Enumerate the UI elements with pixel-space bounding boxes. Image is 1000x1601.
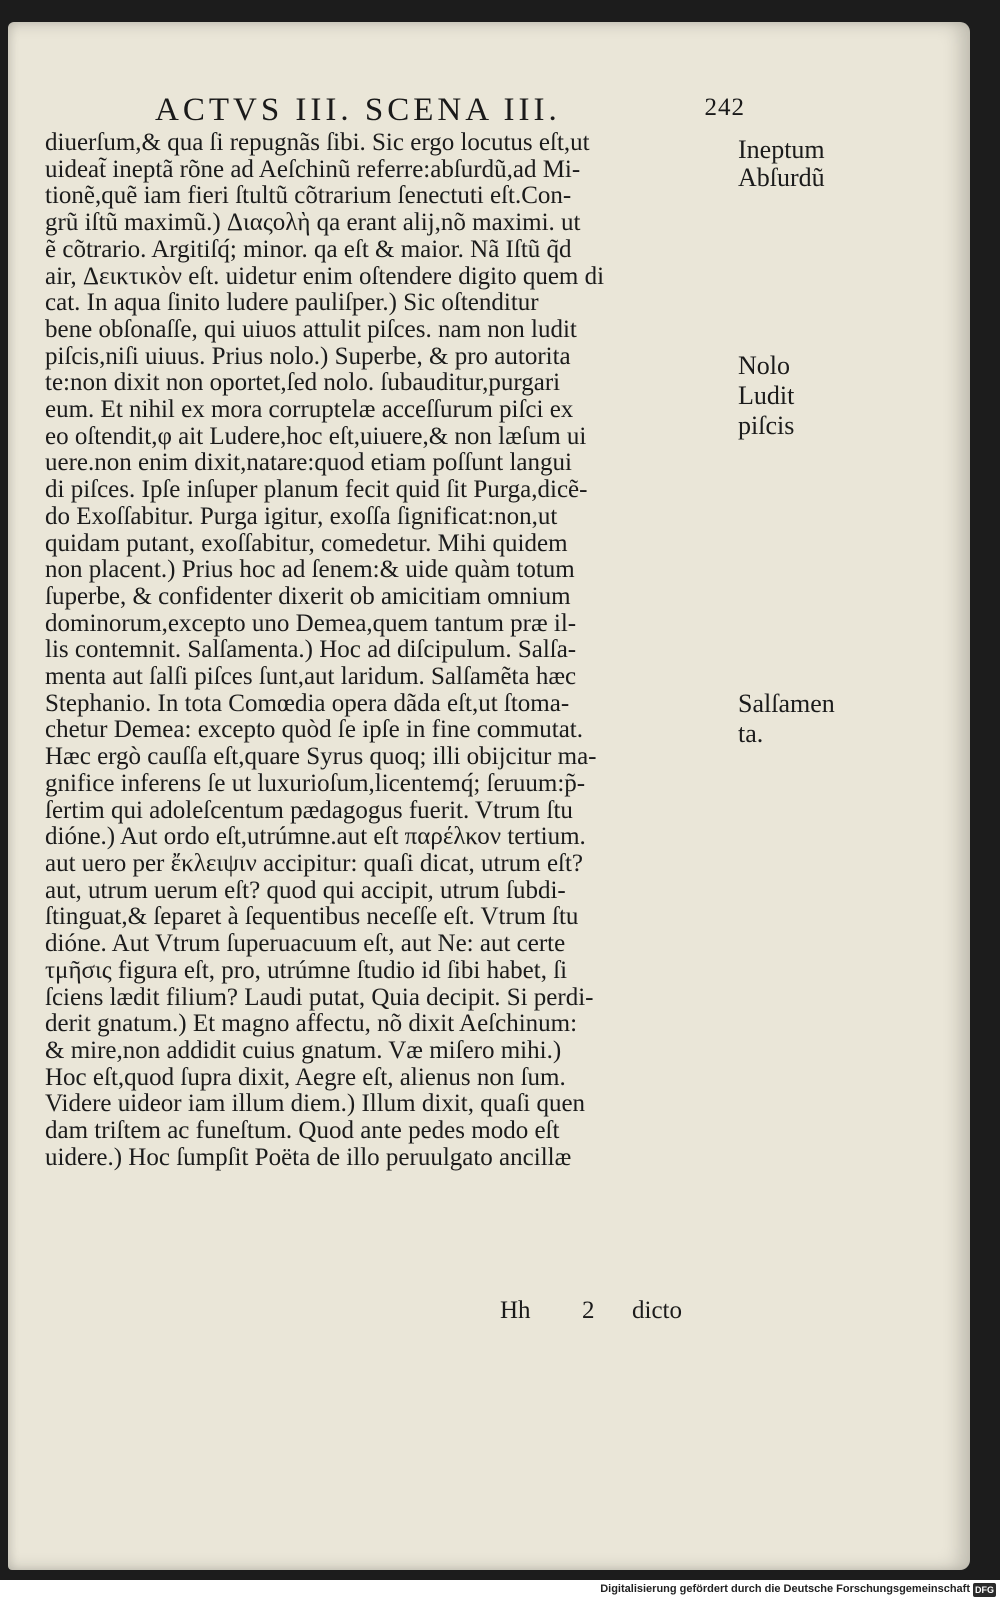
marginal-note: Abſurdũ bbox=[738, 163, 825, 192]
marginal-note: Ludit bbox=[738, 381, 795, 410]
text-line: air, Δεικτικὸν eſt. uidetur enim oſtendere digito quem di bbox=[45, 263, 605, 290]
text-line: Hæc ergò cauſſa eſt,quare Syrus quoq; illi obijcitur ma- bbox=[45, 744, 597, 771]
text-line: menta aut ſalſi piſces ſunt,aut laridum. Salſamẽta hæc bbox=[45, 664, 577, 691]
text-line: derit gnatum.) Et magno affectu, nõ dixit Aeſchinum: bbox=[45, 1011, 578, 1038]
text-line: uere.non enim dixit,natare:quod etiam poſſunt langui bbox=[45, 450, 572, 477]
text-line: cat. In aqua ſinito ludere pauliſper.) Sic oſtenditur bbox=[45, 290, 539, 317]
footer-bar bbox=[0, 1580, 1000, 1601]
text-line: ẽ cõtrario. Argitiſq́; minor. qa eſt & maior. Nã Iſtũ q̃d bbox=[45, 236, 572, 263]
folio-number: 242 bbox=[704, 94, 745, 121]
signature-mark: Hh bbox=[500, 1297, 531, 1324]
text-line: dam triſtem ac funeſtum. Quod ante pedes modo eſt bbox=[45, 1118, 560, 1145]
marginal-note: piſcis bbox=[738, 411, 795, 440]
text-line: chetur Demea: excepto quòd ſe ipſe in fine commutat. bbox=[45, 717, 584, 744]
footer-credit: Digitalisierung gefördert durch die Deutsche Forschungsgemeinschaft bbox=[600, 1583, 970, 1595]
text-line: ſuperbe, & confidenter dixerit ob amicitiam omnium bbox=[45, 583, 571, 610]
text-line: Hoc eſt,quod ſupra dixit, Aegre eſt, alienus non ſum. bbox=[45, 1064, 566, 1091]
text-line: eum. Et nihil ex mora corruptelæ acceſſurum piſci ex bbox=[45, 397, 574, 424]
text-line: τμῆσις figura eſt, pro, utrúmne ſtudio id ſibi habet, ſi bbox=[45, 957, 568, 984]
marginal-note: Nolo bbox=[738, 351, 790, 380]
text-line: te:non dixit non oportet,ſed nolo. ſubauditur,purgari bbox=[45, 370, 561, 397]
text-line: ſtinguat,& ſeparet à ſequentibus neceſſe eſt. Vtrum ſtu bbox=[45, 904, 579, 931]
text-line: ſertim qui adoleſcentum pædagogus fuerit. Vtrum ſtu bbox=[45, 797, 573, 824]
text-line: gnifice inferens ſe ut luxurioſum,licentemq́; ſeruum:p̃- bbox=[45, 770, 586, 797]
text-line: non placent.) Prius hoc ad ſenem:& uide quàm totum bbox=[45, 557, 575, 584]
text-line: piſcis,niſi uiuus. Prius nolo.) Superbe, & pro autorita bbox=[45, 343, 571, 370]
marginal-note: Ineptum bbox=[738, 135, 825, 164]
text-line: do Exoſſabitur. Purga igitur, exoſſa ſignificat:non,ut bbox=[45, 503, 558, 530]
marginal-note: Salſamen bbox=[738, 689, 835, 718]
text-line: Videre uideor iam illum diem.) Illum dixit, quaſi quen bbox=[45, 1091, 586, 1118]
marginal-note: ta. bbox=[738, 719, 764, 748]
text-line: dominorum,excepto uno Demea,quem tantum præ il- bbox=[45, 610, 577, 637]
text-line: & mire,non addidit cuius gnatum. Væ miſero mihi.) bbox=[45, 1037, 562, 1064]
text-line: quidam putant, exoſſabitur, comedetur. Mihi quidem bbox=[45, 530, 568, 557]
dfg-logo-icon: DFG bbox=[975, 1585, 994, 1595]
text-line: aut, utrum uerum eſt? quod qui accipit, utrum ſubdi- bbox=[45, 877, 566, 904]
running-head-title: ACTVS III. SCENA III. bbox=[155, 92, 561, 128]
text-line: bene obſonaſſe, qui uiuos attulit piſces. nam non ludit bbox=[45, 316, 577, 343]
running-head bbox=[155, 92, 745, 129]
body-text bbox=[45, 130, 745, 1171]
text-line: di piſces. Ipſe inſuper planum fecit quid ſit Purga,dicẽ- bbox=[45, 477, 588, 504]
text-line: uidere.) Hoc ſumpſit Poëta de illo peruulgato ancillæ bbox=[45, 1144, 572, 1171]
text-line: uideat̃ ineptã rõne ad Aeſchinũ referre:abſurdũ,ad Mi- bbox=[45, 156, 581, 183]
text-line: ſciens lædit filium? Laudi putat, Quia decipit. Si perdi- bbox=[45, 984, 594, 1011]
text-line: grũ iſtũ maximũ.) Διαςολὴ qa erant alij,nõ maximi. ut bbox=[45, 210, 581, 237]
signature-number: 2 bbox=[582, 1297, 595, 1324]
text-line: aut uero per ἔκλειψιν accipitur: quaſi dicat, utrum eſt? bbox=[45, 850, 584, 877]
text-line: eo oſtendit,φ ait Ludere,hoc eſt,uiuere,& non læſum ui bbox=[45, 423, 587, 450]
catchword: dicto bbox=[632, 1297, 682, 1324]
text-line: lis contemnit. Salſamenta.) Hoc ad diſcipulum. Salſa- bbox=[45, 637, 577, 664]
text-line: tionẽ,quẽ iam fieri ſtultũ cõtrarium ſenectuti eſt.Con- bbox=[45, 183, 572, 210]
text-line: dióne. Aut Vtrum ſuperuacuum eſt, aut Ne: aut certe bbox=[45, 931, 566, 958]
text-line: dióne.) Aut ordo eſt,utrúmne.aut eſt παρέλκον tertium. bbox=[45, 824, 586, 851]
text-line: diuerſum,& qua ſi repugnãs ſibi. Sic ergo locutus eſt,ut bbox=[45, 130, 590, 156]
text-line: Stephanio. In tota Comœdia opera dãda eſt,ut ſtoma- bbox=[45, 690, 570, 717]
